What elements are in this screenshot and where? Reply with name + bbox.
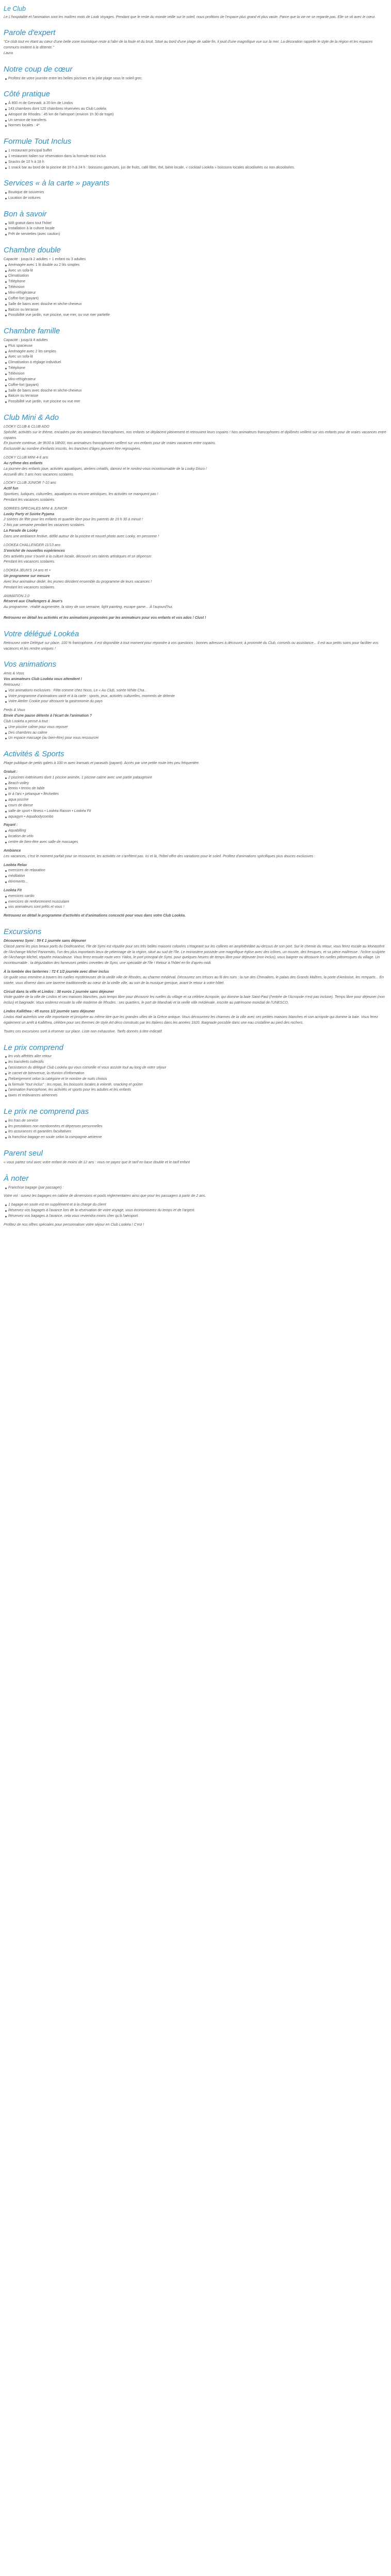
list-item: Installation à la culture locale — [8, 226, 388, 232]
challenger-title: LOOKEA CHALLENGER 11/13 ans — [4, 543, 61, 547]
list-item: Balcon ou terrasse — [8, 308, 388, 313]
section-title-excursions: Excursions — [4, 927, 42, 937]
jeuns-text: Avec leur animateur dédié, les jeunes décident ensemble du programme de leurs vacances ! — [4, 580, 152, 584]
list-item: l'assistance du délégué Club Lookéa qui vous conseille et vous assiste tout au long de votre séjour — [8, 1065, 388, 1071]
section-title-prix-comprend: Le prix comprend — [4, 1043, 63, 1052]
section-chambre-famille — [4, 327, 388, 405]
section-parent-seul — [4, 1149, 388, 1166]
section-title-formule: Formule Tout Inclus — [4, 137, 72, 146]
list-item: Des chambres au calme — [8, 731, 388, 736]
chambre-double-list — [4, 263, 388, 318]
list-item: les vols affrétés aller retour — [8, 1054, 388, 1060]
list-item: 1 restaurant Italien sur réservation dans la formule tout inclus — [8, 154, 388, 160]
activites-retrouvez: Retrouvez en détail le programme d'activités et d'animations concocté pour vous dans votre Club Lookéa. — [4, 914, 186, 918]
a-noter-list — [4, 1185, 388, 1191]
excursion-kallithea-text: Lindos était autrefois une ville importante et prospère au même titre que les grandes villes de la Grèce antique. Vous découvrirez les charmes de la ville avec ses petites maisons blanches et son acropole qui domine la baie. Vous ferez également un arrêt à Kallithea, célèbre pour ses thermes de style Art déco construits par les Italiens dans les années 1920. Baignade possible dans une eau cristalline au pied des rochers. — [4, 1015, 378, 1025]
section-formule — [4, 137, 388, 171]
list-item: Climatisation — [8, 274, 388, 279]
jeuns-title: LOOKEA JEUN'S 14 ans et + — [4, 569, 51, 573]
jeuns-text-2: Pendant les vacances scolaires. — [4, 585, 55, 589]
section-title-vos-animations: Vos animations — [4, 660, 56, 669]
section-title-cote-pratique: Côté pratique — [4, 90, 51, 99]
list-item: la franchise bagage en soute selon la compagnie aérienne — [8, 1135, 388, 1141]
excursion-lanternes-text: Un guide vous emmène à travers les ruelles mystérieuses de la vieille ville de Rhodes, au charme médiéval. Découvrez ses trésors au fil des rues : la rue des Chevaliers, le palais des Grands Maîtres, la porte d'Amboise, les remparts... En soirée, vous dînerez dans une taverne traditionnelle au cœur de la vieille ville, au son de la musique grecque, avant le retour à votre hôtel. — [4, 975, 384, 985]
looky-club-title: LOOKY CLUB & CLUB ADO — [4, 425, 50, 429]
list-item: Votre programme d'animations varié et à la carte : sports, jeux, activités culturelles, moments de détente — [8, 694, 388, 700]
list-item: Téléphone — [8, 366, 388, 371]
challenger-text: Des activités pour s'ouvrir à la culture locale, découvrir ses talents artistiques et se dépenser. — [4, 554, 153, 558]
list-item: le carnet de bienvenue, la réunion d'information — [8, 1071, 388, 1077]
looky-mini-text: La journée des enfants joue, activités aquatiques, ateliers créatifs, dansez et le rondez-vous incontournable de la Looky Disco ! — [4, 467, 207, 471]
section-chambre-double — [4, 246, 388, 318]
coup-de-coeur-list — [4, 76, 388, 82]
list-item: Coffre-fort (payant) — [8, 383, 388, 388]
list-item: les prestations non mentionnées et dépenses personnelles — [8, 1124, 388, 1130]
chambre-famille-capacity: Capacité : jusqu'à 4 adultes — [4, 338, 48, 342]
looky-junior-subtitle: Actif fun — [4, 487, 19, 491]
section-title-parent-seul: Parent seul — [4, 1149, 43, 1158]
list-item: À 800 m de Gennadi, à 20 km de Lindos — [8, 101, 388, 107]
cote-pratique-list — [4, 101, 388, 129]
list-item: Mini-réfrigérateur — [8, 291, 388, 296]
challenger-subtitle: S'enrichir de nouvelles expériences — [4, 549, 65, 553]
list-item: exercices cardio — [8, 894, 388, 900]
list-item: Coffre-fort (payant) — [8, 296, 388, 302]
section-title-club-mini-ado: Club Mini & Ado — [4, 413, 59, 422]
list-item: Plus spacieuse — [8, 344, 388, 349]
looky-mini-title: LOOKY CLUB MINI 4-6 ans — [4, 456, 48, 460]
pieds-list — [4, 725, 388, 742]
list-item: Location de voitures — [8, 196, 388, 201]
list-item: les assurances et garanties facultatives — [8, 1129, 388, 1135]
list-item: Vos animations exclusives : Fête comme chez Nous, Le « Au Club, soirée White Cha... — [8, 688, 388, 694]
list-item: Avec un sofa-lit — [8, 354, 388, 360]
list-item: exercices de renforcement musculaire — [8, 900, 388, 905]
section-votre-delegue — [4, 630, 388, 652]
parade-text: Dans une ambiance festive, défilé autour de la piscine et nouvel photo avec Looky, en personne ! — [4, 535, 159, 538]
section-title-votre-delegue: Votre délégué Lookéa — [4, 629, 79, 638]
list-item: Un service de transferts — [8, 118, 388, 124]
list-item: Beach-volley — [8, 781, 388, 787]
section-le-club — [4, 5, 388, 57]
excursion-symi-title: Découverez Symi : 59 € 1 journée sans déjeuner — [4, 939, 86, 943]
list-item: Avec un sofa-lit — [8, 268, 388, 274]
list-item: Un espace massage (au bien-être) pour vous ressourcer — [8, 736, 388, 741]
looky-junior-title: LOOKY CLUB JUNIOR 7-10 ans — [4, 481, 56, 485]
soirees-subtitle: Looky Party et Soirée Pyjama — [4, 512, 55, 516]
section-coup-de-coeur — [4, 65, 388, 82]
section-title-chambre-double: Chambre double — [4, 246, 61, 255]
list-item: les frais de service — [8, 1118, 388, 1124]
amis-list — [4, 688, 388, 705]
animation-subtitle: Réservé aux Challengers & Jeun's — [4, 600, 63, 604]
list-item: Prêt de serviettes (avec caution) — [8, 232, 388, 238]
list-item: la formule "tout inclus" : les repas, les boissons locales à volonté, snacking et goûter — [8, 1082, 388, 1088]
list-item: Réservez vos bagages à l'avance, cela vous reviendra moins cher qu'à l'aéroport. — [8, 1214, 388, 1219]
list-item: aquagym • Aquabodycombo — [8, 815, 388, 820]
challenger-text-2: Pendant les vacances scolaires. — [4, 560, 55, 564]
pieds-subtitle: Envie d'une pause détente à l'écart de l'animation ? — [4, 714, 92, 718]
section-title-services: Services « à la carte » payants — [4, 179, 110, 188]
animation-title: ANIMATION 2.0 — [4, 594, 30, 598]
list-item: exercices de relaxation — [8, 868, 388, 874]
list-item: 1 bagage en soute est en supplément et à la charge du client — [8, 1202, 388, 1208]
animation-text: Au programme : réalité augmentée, la story de son semaine, light painting, escape game... À l'aujourd'hui. — [4, 605, 173, 609]
section-title-bon-a-savoir: Bon à savoir — [4, 209, 47, 218]
list-item: Wifi gratuit dans tout l'hôtel — [8, 221, 388, 227]
pieds-title: Pieds & Vous — [4, 708, 25, 713]
list-item: Possibilité vue jardin, vue piscine ou vue mer — [8, 399, 388, 405]
list-item: Télévision — [8, 285, 388, 291]
amis-text: Retrouvez : — [4, 683, 22, 687]
looky-junior-text: Sportives, ludiques, culturelles, aquatiques ou encore artistiques, les activités ne manquent pas ! — [4, 493, 158, 497]
section-title-parole-expert: Parole d'expert — [4, 28, 56, 38]
a-noter-text: Votre vol : suivez les bagages en cabine de dimensions et poids réglementaires ainsi que pour les passagers à partir de 2 ans. — [4, 1194, 206, 1198]
excursion-lanternes-title: À la tombée des lanternes : 72 € 1/2 journée avec dîner inclus — [4, 970, 109, 974]
soirees-text-2: 2 fois par semaine pendant les vacances scolaires. — [4, 523, 86, 528]
soirees-title: SOIREES SPECIALES MINI & JUNIOR — [4, 506, 68, 511]
excursion-lindos-text: Visite guidée de la ville de Lindos et ses maisons blanches, puis temps libre pour découvrir les ruelles du village et sa célèbre Acropole, qui domine la baie Saint-Paul (l'entrée de l'Acropole n'est pas incluse). Temps libre pour déjeuner (non inclus) et baignade. Vous visiterez ensuite la ville moderne de Rhodes : ses quartiers, le port de Mandraki et la vieille ville médiévale, inscrite au patrimoine mondial de l'UNESCO. — [4, 995, 385, 1005]
looky-club-text: Spécifié, activités sur le thème, encadrés par des animateurs francophones, nos enfants se déplacent pleinement et retrouvent leurs copains ! Nos animateurs francophones et diplômés veillent sur vos enfants pour de vraies vacances entre copains. — [4, 430, 386, 440]
lookea-fit-list — [4, 894, 388, 911]
list-item: Mini-réfrigérateur — [8, 377, 388, 383]
list-item: 1 restaurant principal buffet — [8, 148, 388, 154]
list-item: cours de danse — [8, 803, 388, 809]
list-item: tennis • tennis de table — [8, 786, 388, 792]
list-item: centre de bien-être avec salle de massages — [8, 840, 388, 845]
list-item: Une piscine calme pour vous reposer — [8, 725, 388, 731]
formule-list — [4, 148, 388, 171]
section-club-mini-ado — [4, 413, 388, 621]
payant-title: Payant : — [4, 823, 18, 827]
list-item: 143 chambres dont 120 chambres réservées au Club Lookéa — [8, 107, 388, 112]
list-item: tir à l'arc • pétanque • fléchettes — [8, 792, 388, 798]
gratuit-list — [4, 775, 388, 820]
parade-title: La Parade de Looky — [4, 529, 38, 533]
section-bon-a-savoir — [4, 210, 388, 238]
excursion-kallithea-title: Lindos Kallithea : 45 euros 1/2 journée sans déjeuner — [4, 1010, 95, 1014]
excursions-footer: Toutes ces excursions sont à réserver sur place. Liste non exhaustive. Tarifs donnés à titre indicatif. — [4, 1029, 163, 1033]
chambre-famille-list — [4, 344, 388, 405]
jeuns-subtitle: Un programme sur mesure — [4, 574, 50, 579]
list-item: Salle de bains avec douche et sèche-cheveux — [8, 302, 388, 308]
excursion-lindos-title: Circuit dans la ville et Lindos : 38 euros 1 journée sans déjeuner — [4, 990, 114, 994]
section-prix-comprend — [4, 1043, 388, 1099]
pieds-text: Club Lookéa a pensé à tout : — [4, 719, 50, 723]
list-item: Aménagée avec 1 lit double ou 2 lits simples — [8, 263, 388, 268]
list-item: l'animation francophone, les activités et sports pour les adultes et les enfants — [8, 1088, 388, 1093]
looky-mini-subtitle: Au rythme des enfants — [4, 461, 43, 465]
list-item: 1 snack bar au bord de la piscine de 10 h à 24 h : boissons gazeuses, jus de fruits, café filtre, thé, bière locale, « cocktail Lookéa » boissons locales alcoolisées ou non alcoolisées. — [8, 165, 388, 171]
chambre-double-capacity: Capacité : jusqu'à 2 adultes + 1 enfant ou 3 adultes — [4, 257, 86, 261]
prix-comprend-list — [4, 1054, 388, 1099]
looky-mini-text-2: Accueilli dès 3 ans hors vacances scolaires. — [4, 472, 74, 477]
club-mini-retrouvez: Retrouvez en détail les activités et les animations proposées par les animateurs pour vos enfants et vos ados ! Clust ! — [4, 616, 206, 620]
list-item: salle de sport • fitness • Lookéa Raison • Lookéa Fit — [8, 809, 388, 815]
lookea-relax-list — [4, 868, 388, 885]
ambiance-title: Ambiance — [4, 849, 21, 853]
looky-club-text-2: En journée continue, de 9h30 à 18h00, nos animateurs francophones veillent sur vos enfants pour de vraies vacances entre copains. — [4, 442, 216, 446]
list-item: Votre Atelier Cookie pour découvrir la gastronomie du pays — [8, 699, 388, 705]
list-item: Profitez de votre journée entre les belles piscines et la jolie plage sous le soleil grec. — [8, 76, 388, 82]
list-item: l'hébergement selon la catégorie et le nombre de nuits choisis — [8, 1077, 388, 1082]
list-item: Normes locales : 4* — [8, 123, 388, 129]
list-item: méditation — [8, 874, 388, 879]
bon-a-savoir-list — [4, 221, 388, 238]
section-excursions — [4, 927, 388, 1035]
list-item: Aménagée avec 2 lits simples — [8, 349, 388, 355]
prix-ne-comprend-pas-list — [4, 1118, 388, 1141]
hotel-description — [0, 0, 391, 1247]
list-item: Téléphone — [8, 279, 388, 285]
looky-junior-text-2: Pendant les vacances scolaires. — [4, 498, 55, 502]
list-item: Aéroport de Rhodes : 45 km de l'aéroport (environ 1h 30 de trajet) — [8, 112, 388, 118]
section-title-chambre-famille: Chambre famille — [4, 327, 60, 336]
votre-delegue-text: Retrouvez votre Délégué sur place, 100 % francophone, il est disponible à tout moment pour répondre à vos questions : bonnes adresses à découvrir, à proximité du Club, conseils ou assistance... Il est aux petits soins pour faciliter vos vacances et les rendre uniques ! — [4, 641, 379, 651]
list-item: étirements... — [8, 879, 388, 885]
a-noter-footer: Profitez de nos offres spéciales pour personnaliser votre séjour en Club Lookéa ! C'est ! — [4, 1223, 144, 1227]
lookea-relax-title: Lookéa Relax — [4, 863, 27, 867]
section-title-prix-ne-comprend-pas: Le prix ne comprend pas — [4, 1107, 89, 1116]
section-vos-animations — [4, 660, 388, 741]
services-list — [4, 190, 388, 201]
list-item: aqua piscine — [8, 798, 388, 803]
amis-title: Amis & Vous — [4, 672, 24, 676]
ambiance-text: Les vacances, c'est le moment parfait pour se ressourcer, les activités ne s'arrêtent pas. Ici et là, l'hôtel offre des variations pour le soleil. Profitez d'animations spécifiques plus douces exclusives : — [4, 854, 316, 858]
list-item: 2 piscines extérieures dont 1 piscine animée, 1 piscine calme avec une partie pataugeoire — [8, 775, 388, 781]
section-activites — [4, 750, 388, 919]
list-item: Snacks de 10 h à 18 h — [8, 160, 388, 165]
list-item: Aquabilling — [8, 828, 388, 834]
expert-quote: "Ce club tout en étant au cœur d'une belle zone touristique reste à l'abri de la foule et du bruit. Situé au bord d'une plage de sable fin, il jouit d'une magnifique vue sur la mer. La décoration rappelle le style de la région et les espaces communs invitent à la détente." — [4, 40, 373, 50]
list-item: Salle de bains avec douche et sèche-cheveux — [8, 388, 388, 394]
list-item: location de vélo — [8, 834, 388, 840]
list-item: les transferts collectifs — [8, 1060, 388, 1065]
list-item: Climatisation à réglage individuel — [8, 360, 388, 366]
looky-club-text-3: Exclusivité au nombre d'enfants inscrits, les tranches d'âges peuvent être regroupées. — [4, 447, 141, 451]
list-item: Boutique de souvenirs — [8, 190, 388, 196]
list-item: Balcon ou terrasse — [8, 394, 388, 399]
list-item: Possibilité vue jardin, vue piscine, vue mer, ou vue mer partielle — [8, 313, 388, 318]
list-item: vos animateurs sont prêts et vous ! — [8, 905, 388, 910]
payant-list — [4, 828, 388, 845]
lookea-fit-title: Lookéa Fit — [4, 888, 22, 892]
list-item: Franchise bagage (par passager) : — [8, 1185, 388, 1191]
section-services — [4, 179, 388, 201]
list-item: Réservez vos bagages à l'avance lors de la réservation de votre voyage, vous économiserez du temps et de l'argent. — [8, 1208, 388, 1214]
section-title-activites: Activités & Sports — [4, 750, 64, 759]
section-title-a-noter: À noter — [4, 1174, 29, 1183]
section-cote-pratique — [4, 90, 388, 129]
list-item: Télévision — [8, 371, 388, 377]
amis-subtitle: Vos animateurs Club Lookéa vous attendent ! — [4, 677, 82, 681]
section-title-le-club: Le Club — [4, 5, 26, 12]
activites-intro: Plage publique de petits galets à 100 m avec transats et parasols (payant). Accès par une petite route très peu fréquentée. — [4, 761, 200, 766]
list-item: taxes et redevances aériennes — [8, 1093, 388, 1099]
section-a-noter — [4, 1174, 388, 1228]
a-noter-list-2 — [4, 1202, 388, 1219]
section-title-coup-de-coeur: Notre coup de cœur — [4, 64, 73, 74]
excursion-symi-text: Classé parmi les plus beaux ports du Dodécanèse, l'île de Symi est réputée pour ses très belles maisons colorées s'étageant sur les collines en amphithéâtre au-dessus de son port. Sur le chemin du retour, vous ferez escale au Monastère de l'Archange Michel Panormitis, l'un des plus importants lieux de pèlerinage de la région, situé au sud de l'île. Le monastère possède une magnifique église avec des icônes, un musée, des fresques, et sa pièce maîtresse : l'icône sculptée de l'Archange Michel, réputée miraculeuse. Vous ferez ensuite route vers Yialos, le port principal de Symi, pour quelques heures de temps libre pour déjeuner (non inclus), vous baigner ou découvrir les ruelles pittoresques du village. Un incontournable : la dégustation des fameuses petites crevettes de Symi, une spécialité de l'île ! Retour à l'hôtel en fin d'après-midi. — [4, 944, 385, 965]
club-intro: Le L'hospitalité et l'animation sont les maîtres mots de Look Voyages. Pendant que le reste du monde veille sur le soleil, nous profitons de l'espace plus grand et plus vaste. Parce que la vie ne se regarde pas. Elle se vit avec le cœur. — [4, 15, 376, 19]
section-prix-ne-comprend-pas — [4, 1107, 388, 1141]
soirees-text: 2 soirées de fête pour les enfants et quartier libre pour les parents de 19 h 30 à minuit ! — [4, 518, 143, 522]
expert-name: Laura — [4, 51, 13, 55]
parent-seul-text: « vous partez seul avec votre enfant de moins de 12 ans : vous ne payez que le tarif en base double et le tarif enfant — [4, 1160, 190, 1164]
gratuit-title: Gratuit : — [4, 770, 18, 774]
